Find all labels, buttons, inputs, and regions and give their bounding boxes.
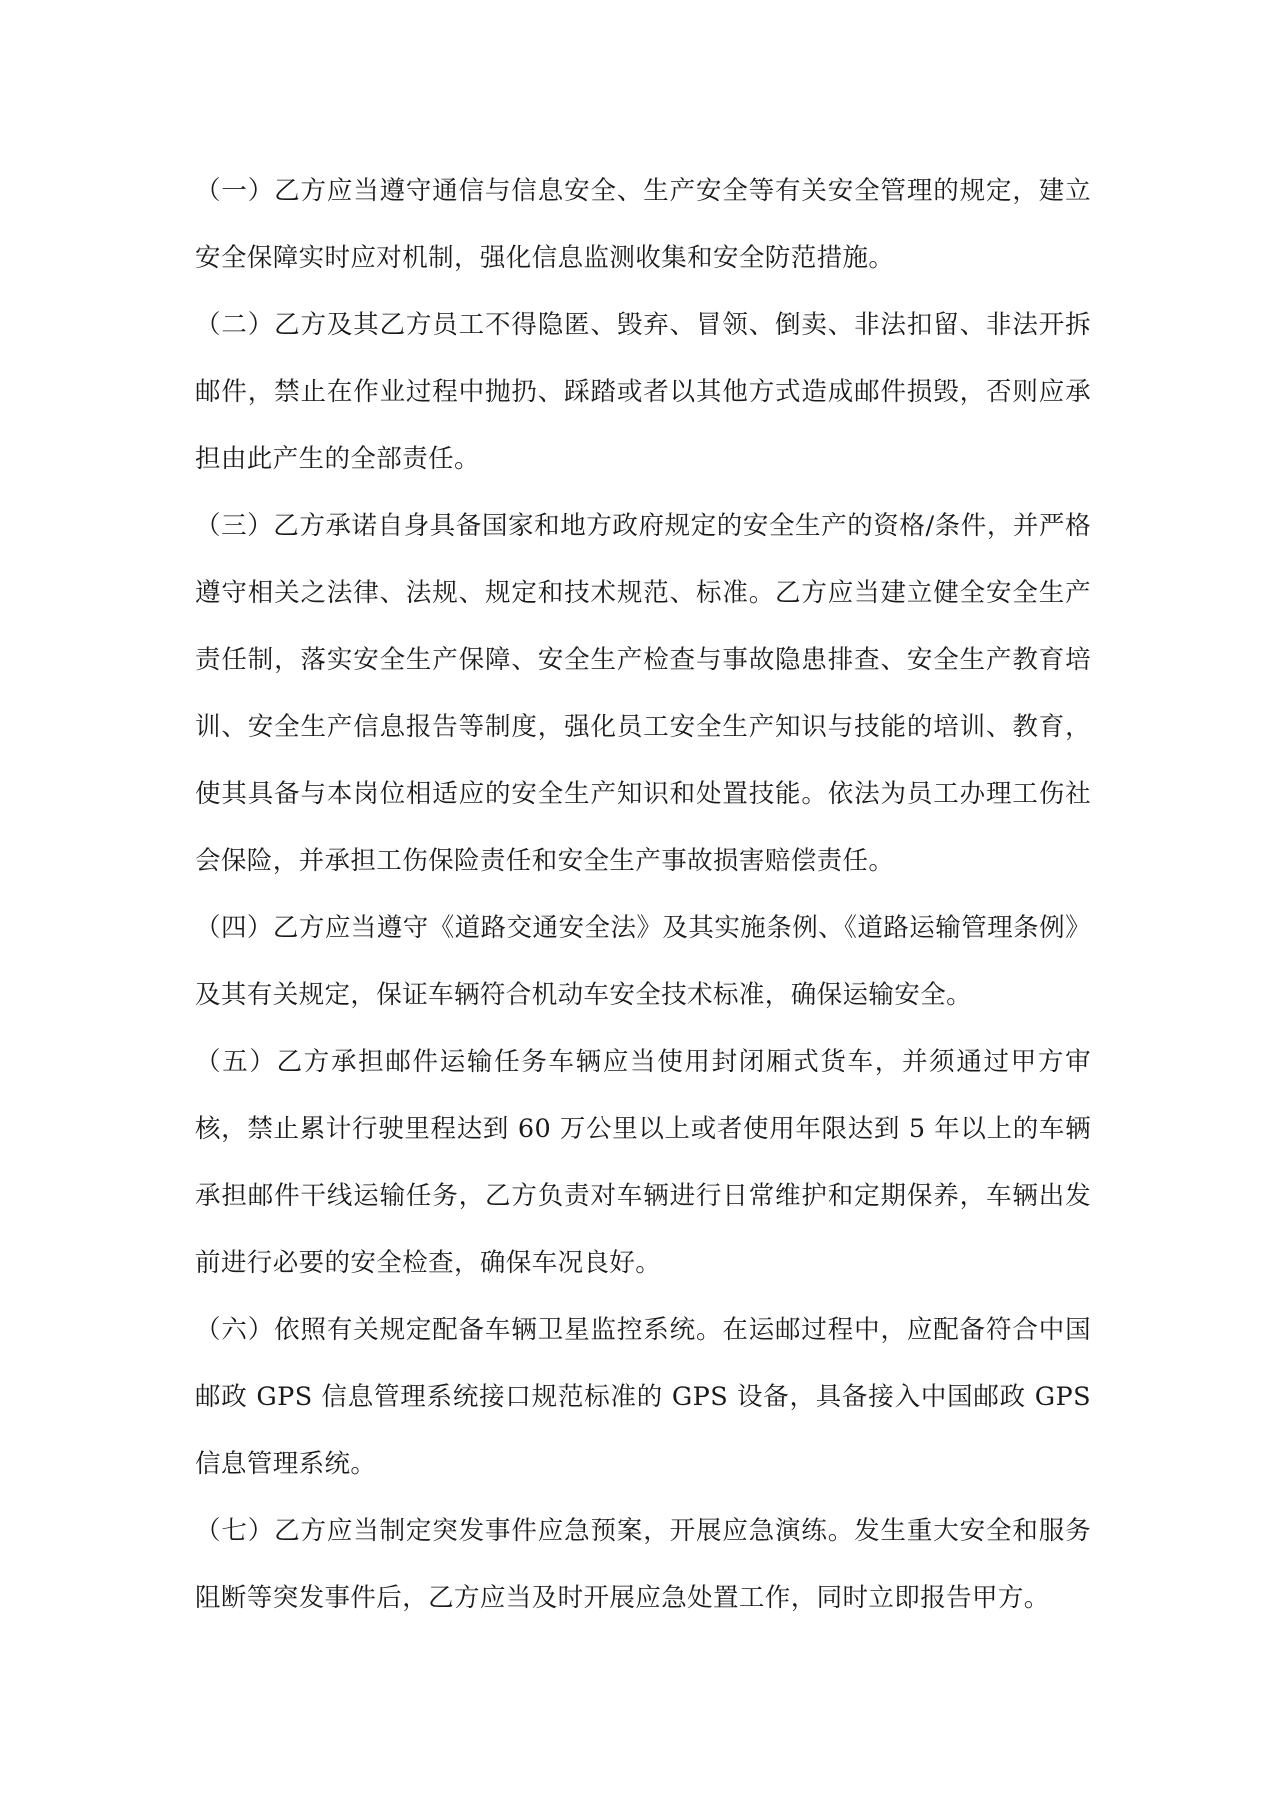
clause-5: （五）乙方承担邮件运输任务车辆应当使用封闭厢式货车，并须通过甲方审核，禁止累计行驶里程达到 60 万公里以上或者使用年限达到 5 年以上的车辆承担邮件干线运输任务，乙方负责对车辆进行日常维护和定期保养，车辆出发前进行必要的安全检查，确保车况良好。 (195, 1047, 1091, 1278)
clause-4: （四）乙方应当遵守《道路交通安全法》及其实施条例、《道路运输管理条例》及其有关规定，保证车辆符合机动车安全技术标准，确保运输安全。 (195, 913, 1091, 1010)
clause-3: （三）乙方承诺自身具备国家和地方政府规定的安全生产的资格/条件，并严格遵守相关之法律、法规、规定和技术规范、标准。乙方应当建立健全安全生产责任制，落实安全生产保障、安全生产检查与事故隐患排查、安全生产教育培训、安全生产信息报告等制度，强化员工安全生产知识与技能的培训、教育，使其具备与本岗位相适应的安全生产知识和处置技能。依法为员工办理工伤社会保险，并承担工伤保险责任和安全生产事故损害赔偿责任。 (195, 511, 1091, 876)
clause-2: （二）乙方及其乙方员工不得隐匿、毁弃、冒领、倒卖、非法扣留、非法开拆邮件，禁止在作业过程中抛扔、踩踏或者以其他方式造成邮件损毁，否则应承担由此产生的全部责任。 (195, 310, 1091, 474)
clause-1: （一）乙方应当遵守通信与信息安全、生产安全等有关安全管理的规定，建立安全保障实时应对机制，强化信息监测收集和安全防范措施。 (195, 176, 1091, 273)
clause-7: （七）乙方应当制定突发事件应急预案，开展应急演练。发生重大安全和服务阻断等突发事件后，乙方应当及时开展应急处置工作，同时立即报告甲方。 (195, 1516, 1091, 1613)
clause-6: （六）依照有关规定配备车辆卫星监控系统。在运邮过程中，应配备符合中国邮政 GPS 信息管理系统接口规范标准的 GPS 设备，具备接入中国邮政 GPS 信息管理系统。 (195, 1315, 1091, 1479)
document-page (195, 158, 1091, 1632)
